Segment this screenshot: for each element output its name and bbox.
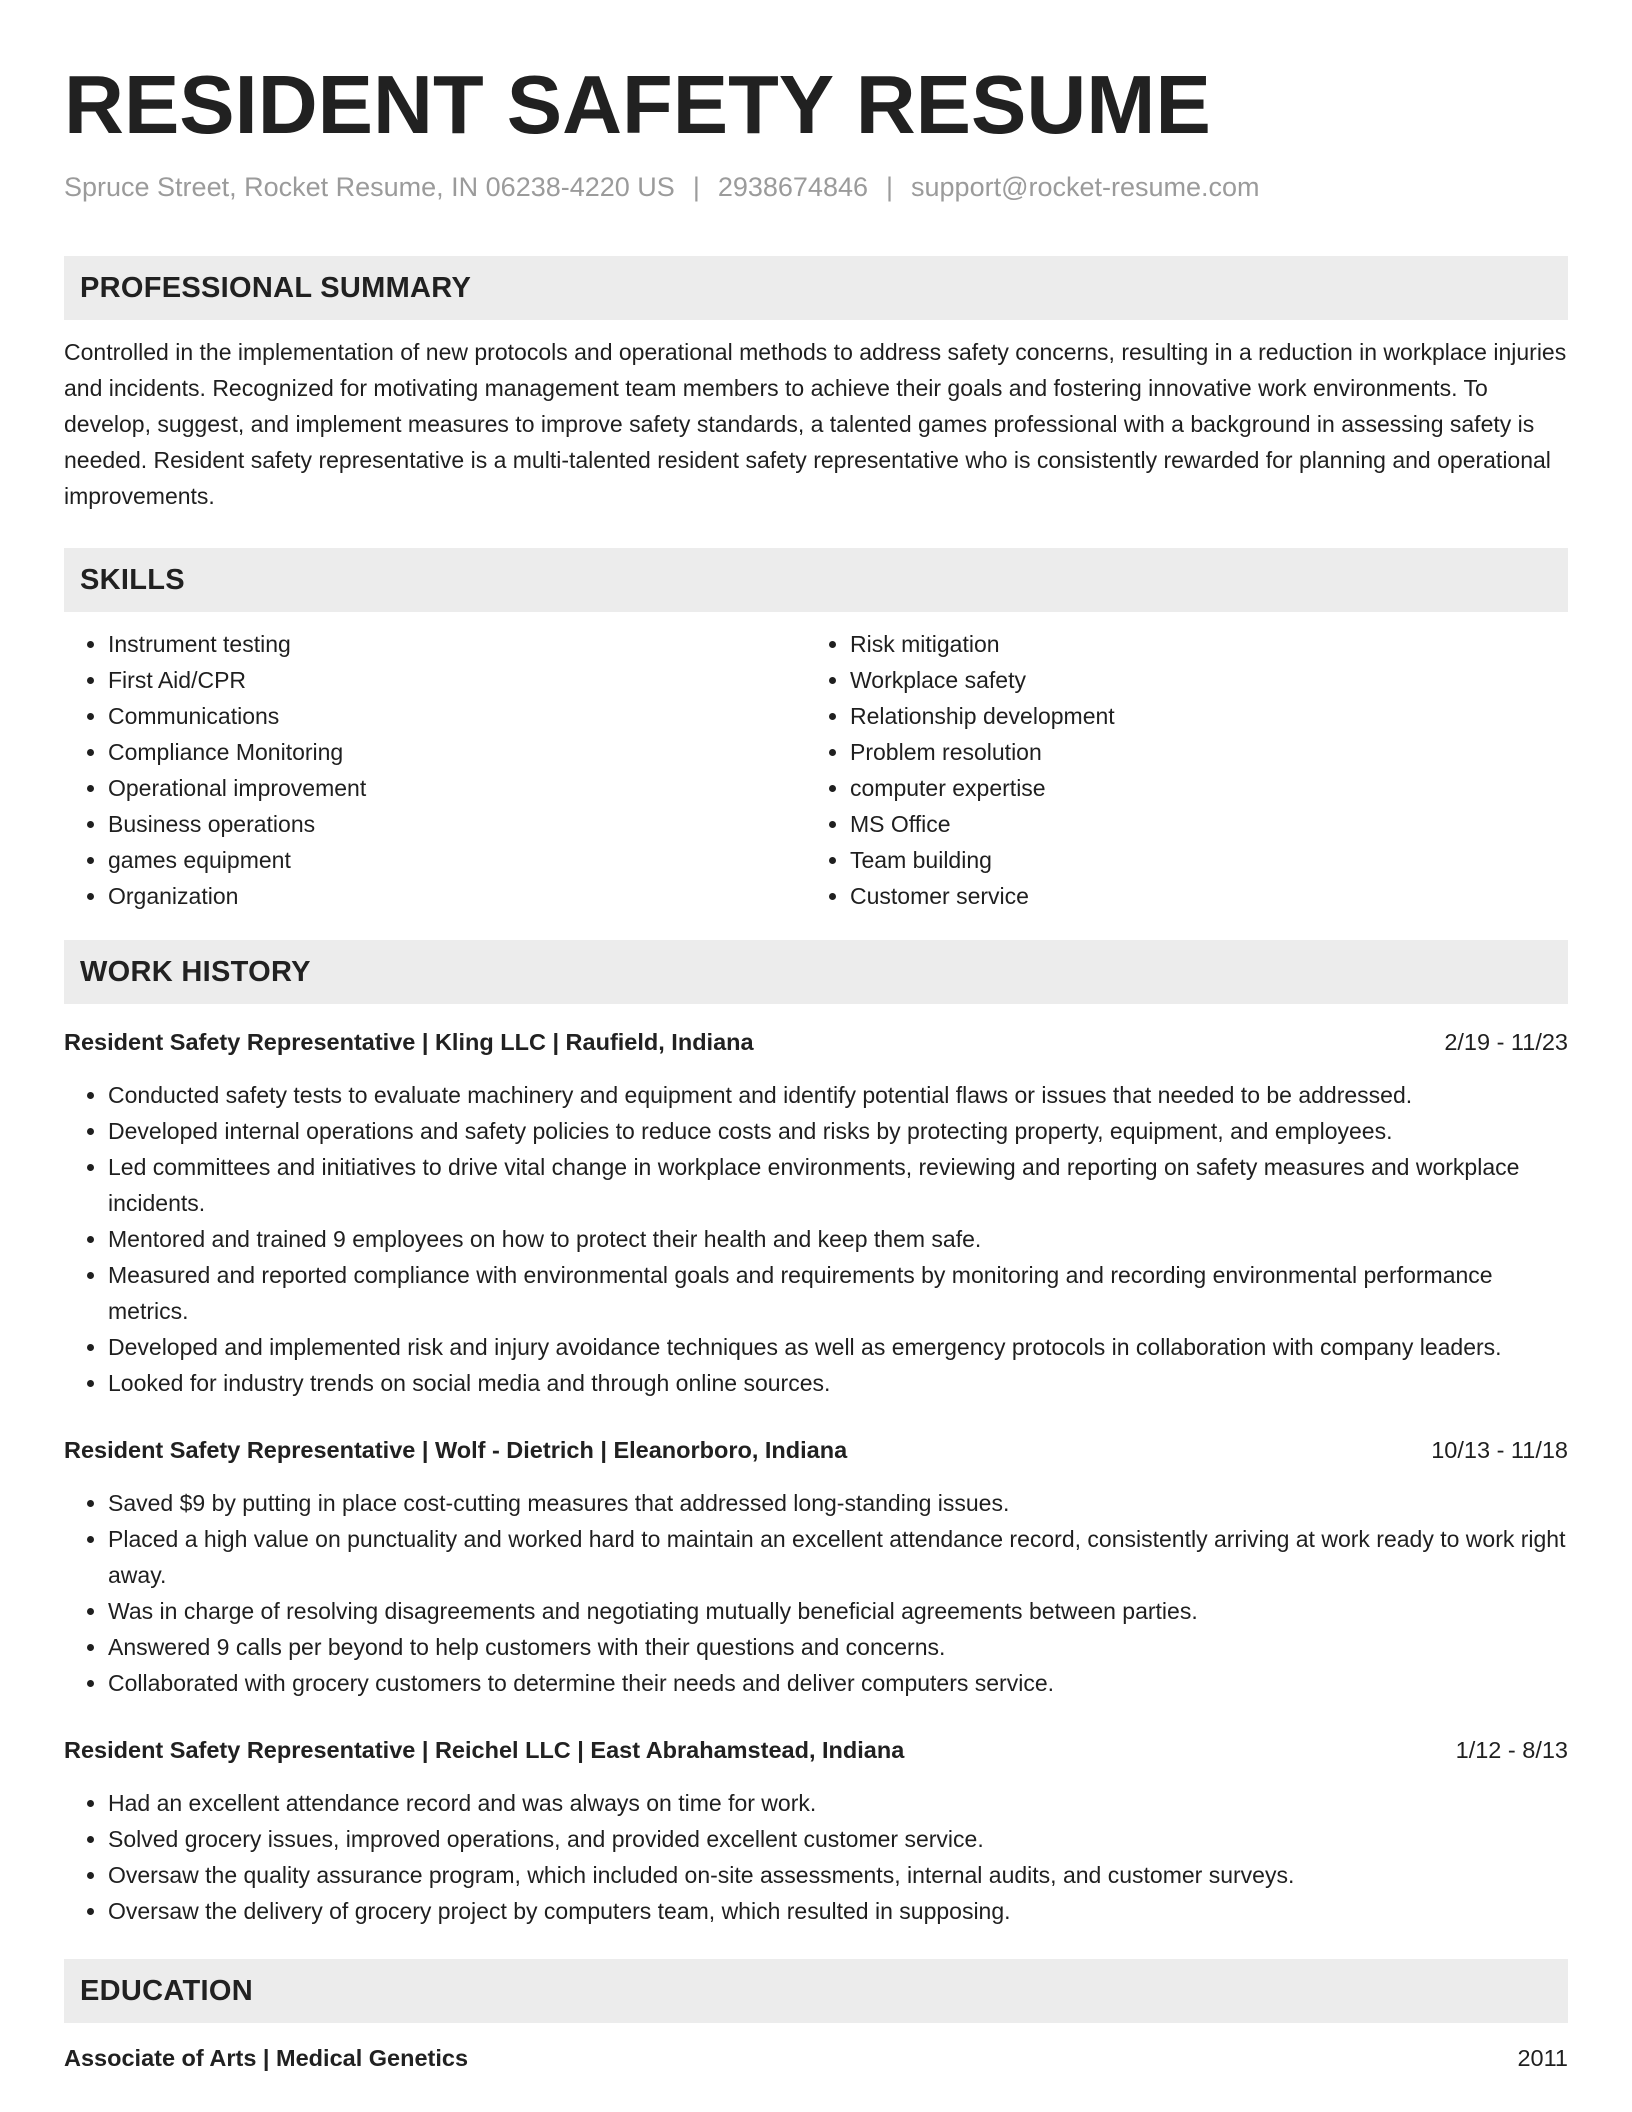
contact-email: support@rocket-resume.com — [911, 172, 1260, 202]
job-bullet: • Had an excellent attendance record and was always on time for work. — [108, 1785, 1568, 1821]
job-bullets — [64, 1077, 1568, 1401]
job-bullet: • Looked for industry trends on social media and through online sources. — [108, 1365, 1568, 1401]
job-entry — [64, 1024, 1568, 1401]
skill-item: • Relationship development — [850, 698, 1548, 734]
skill-item: • Workplace safety — [850, 662, 1548, 698]
education-year: 2011 — [1517, 2045, 1568, 2071]
skill-item: • First Aid/CPR — [108, 662, 806, 698]
job-bullet: • Mentored and trained 9 employees on how to protect their health and keep them safe. — [108, 1221, 1568, 1257]
job-dates: 10/13 - 11/18 — [1431, 1437, 1568, 1463]
resume-page — [64, 0, 1568, 2076]
job-bullet: • Placed a high value on punctuality and worked hard to maintain an excellent attendance record, consistently arriving at work ready to work right away. — [108, 1521, 1568, 1593]
skills-column-right — [806, 626, 1548, 914]
job-title: Resident Safety Representative | Reichel LLC | East Abrahamstead, Indiana — [64, 1737, 905, 1763]
job-dates: 2/19 - 11/23 — [1444, 1029, 1568, 1055]
skill-item: • Risk mitigation — [850, 626, 1548, 662]
skill-item: • Instrument testing — [108, 626, 806, 662]
contact-phone: 2938674846 — [717, 172, 868, 202]
section-header-skills: SKILLS — [64, 548, 1568, 612]
skill-item: • Business operations — [108, 806, 806, 842]
skill-item: • Communications — [108, 698, 806, 734]
skills-list — [64, 626, 1568, 914]
section-header-education: EDUCATION — [64, 1959, 1568, 2023]
skill-item: • Problem resolution — [850, 734, 1548, 770]
summary-text: Controlled in the implementation of new protocols and operational methods to address safety concerns, resulting in a reduction in workplace injuries and incidents. Recognized for motivating management team members to achieve their goals and fostering innovative work environments. To develop, suggest, and implement measures to improve safety standards, a talented games professional with a background in assessing safety is needed. Resident safety representative is a multi-talented resident safety representative who is consistently rewarded for planning and operational improvements. — [64, 339, 1567, 509]
contact-separator: | — [886, 172, 894, 202]
job-bullet: • Developed internal operations and safety policies to reduce costs and risks by protecting property, equipment, and employees. — [108, 1113, 1568, 1149]
job-bullet: • Saved $9 by putting in place cost-cutting measures that addressed long-standing issues. — [108, 1485, 1568, 1521]
education-degree: Associate of Arts | Medical Genetics — [64, 2045, 469, 2071]
job-header — [64, 1024, 1568, 1060]
job-entry — [64, 1432, 1568, 1701]
job-bullets — [64, 1485, 1568, 1701]
skill-item: • Team building — [850, 842, 1548, 878]
skill-item: • games equipment — [108, 842, 806, 878]
skill-item: • MS Office — [850, 806, 1548, 842]
job-header — [64, 1732, 1568, 1768]
resume-title: RESIDENT SAFETY RESUME — [64, 58, 1211, 151]
job-bullet: • Developed and implemented risk and injury avoidance techniques as well as emergency protocols in collaboration with company leaders. — [108, 1329, 1568, 1365]
job-bullet: • Answered 9 calls per beyond to help customers with their questions and concerns. — [108, 1629, 1568, 1665]
contact-line — [64, 170, 1568, 204]
job-entry — [64, 1732, 1568, 1929]
job-title: Resident Safety Representative | Kling LLC | Raufield, Indiana — [64, 1029, 754, 1055]
job-title: Resident Safety Representative | Wolf - Dietrich | Eleanorboro, Indiana — [64, 1437, 848, 1463]
skill-item: • Organization — [108, 878, 806, 914]
contact-address: Spruce Street, Rocket Resume, IN 06238-4220 US — [64, 172, 675, 202]
section-header-summary: PROFESSIONAL SUMMARY — [64, 256, 1568, 320]
skill-item: • Compliance Monitoring — [108, 734, 806, 770]
job-bullet: • Oversaw the quality assurance program, which included on-site assessments, internal audits, and customer surveys. — [108, 1857, 1568, 1893]
skill-item: • computer expertise — [850, 770, 1548, 806]
job-bullet: • Collaborated with grocery customers to determine their needs and deliver computers service. — [108, 1665, 1568, 1701]
job-bullets — [64, 1785, 1568, 1929]
education-entry — [64, 2040, 1568, 2076]
skills-column-left — [64, 626, 806, 914]
section-header-work-history: WORK HISTORY — [64, 940, 1568, 1004]
job-dates: 1/12 - 8/13 — [1455, 1737, 1568, 1763]
job-header — [64, 1432, 1568, 1468]
skill-item: • Customer service — [850, 878, 1548, 914]
skill-item: • Operational improvement — [108, 770, 806, 806]
job-bullet: • Oversaw the delivery of grocery project by computers team, which resulted in supposing. — [108, 1893, 1568, 1929]
contact-separator: | — [692, 172, 700, 202]
job-bullet: • Solved grocery issues, improved operations, and provided excellent customer service. — [108, 1821, 1568, 1857]
job-bullet: • Led committees and initiatives to drive vital change in workplace environments, reviewing and reporting on safety measures and workplace incidents. — [108, 1149, 1568, 1221]
job-bullet: • Conducted safety tests to evaluate machinery and equipment and identify potential flaws or issues that needed to be addressed. — [108, 1077, 1568, 1113]
job-bullet: • Measured and reported compliance with environmental goals and requirements by monitoring and recording environmental performance metrics. — [108, 1257, 1568, 1329]
job-bullet: • Was in charge of resolving disagreements and negotiating mutually beneficial agreements between parties. — [108, 1593, 1568, 1629]
